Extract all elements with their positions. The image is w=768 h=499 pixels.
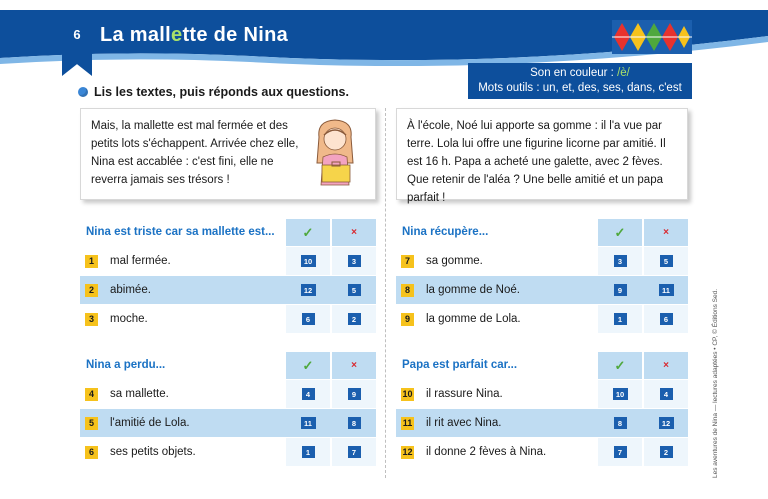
false-code: 2 xyxy=(660,446,673,458)
answer-label: abimée. xyxy=(110,284,151,296)
answer-label: sa gomme. xyxy=(426,255,483,267)
section-header xyxy=(80,219,376,246)
false-code: 4 xyxy=(660,388,673,400)
section-title: Nina a perdu... xyxy=(86,359,166,371)
true-column-header xyxy=(598,219,642,246)
section-header xyxy=(396,352,688,379)
sound-label: Son en couleur : xyxy=(530,67,618,79)
answer-number: 12 xyxy=(402,447,413,457)
false-code-cell[interactable] xyxy=(644,438,688,466)
section-header xyxy=(80,352,376,379)
true-code: 10 xyxy=(301,255,316,267)
cross-icon: × xyxy=(663,360,669,371)
question-section-1 xyxy=(80,219,376,333)
answer-label: la gomme de Lola. xyxy=(426,313,521,325)
false-code-cell[interactable] xyxy=(644,276,688,304)
answer-row xyxy=(396,438,688,466)
true-code-cell[interactable] xyxy=(598,247,642,275)
false-code: 12 xyxy=(659,417,674,429)
question-section-2 xyxy=(396,219,688,333)
answer-label: ses petits objets. xyxy=(110,446,196,458)
answer-label: mal fermée. xyxy=(110,255,171,267)
answer-number: 7 xyxy=(401,255,414,268)
false-code: 5 xyxy=(348,284,361,296)
true-code-cell[interactable] xyxy=(286,305,330,333)
section-title: Nina est triste car sa mallette est... xyxy=(86,226,275,238)
answer-row xyxy=(80,276,376,304)
false-column-header xyxy=(644,352,688,379)
title-part2: tte de Nina xyxy=(182,24,289,46)
story-text-right: À l'école, Noé lui apporte sa gomme : il l'a vue par terre. Lola lui offre une figurine licorne par amitié. Il est 16 h. Papa a acheté une galette, avec 2 fèves. Que retenir de l'aléa ? Une belle amitié et un papa parfait ! xyxy=(407,120,666,204)
answer-row xyxy=(396,276,688,304)
page-title xyxy=(100,24,288,47)
copyright-credit: Les aventures de Nina — lectures adaptées • CP, © Éditions Sed. xyxy=(712,288,719,478)
true-code-cell[interactable] xyxy=(286,438,330,466)
false-code-cell[interactable] xyxy=(332,409,376,437)
true-code: 4 xyxy=(302,388,315,400)
false-code-cell[interactable] xyxy=(332,380,376,408)
answer-row xyxy=(80,438,376,466)
answer-label: l'amitié de Lola. xyxy=(110,417,190,429)
sound-value: /è/ xyxy=(617,67,630,79)
answer-number: 2 xyxy=(85,284,98,297)
answer-label: il rit avec Nina. xyxy=(426,417,502,429)
false-code-cell[interactable] xyxy=(644,305,688,333)
true-code-cell[interactable] xyxy=(598,305,642,333)
answer-number: 9 xyxy=(401,313,414,326)
false-code-cell[interactable] xyxy=(332,305,376,333)
story-text-left: Mais, la mallette est mal fermée et des petits lots s'échappent. Arrivée chez elle, Nina est accablée : c'est fini, elle ne reverra jamais ses trésors ! xyxy=(91,120,299,186)
column-divider xyxy=(385,108,386,478)
answer-label: sa mallette. xyxy=(110,388,169,400)
true-code: 8 xyxy=(614,417,627,429)
false-column-header xyxy=(332,219,376,246)
answer-number: 3 xyxy=(85,313,98,326)
cross-icon: × xyxy=(351,360,357,371)
tool-words-line: Mots outils : un, et, des, ses, dans, c'est xyxy=(478,82,682,94)
true-code: 6 xyxy=(302,313,315,325)
sound-line xyxy=(468,66,692,81)
false-code-cell[interactable] xyxy=(332,438,376,466)
answer-number: 11 xyxy=(402,418,413,428)
true-code: 12 xyxy=(301,284,316,296)
page-number: 6 xyxy=(73,27,81,42)
answer-row xyxy=(396,305,688,333)
check-icon: ✓ xyxy=(302,357,314,373)
true-column-header xyxy=(286,352,330,379)
cross-icon: × xyxy=(663,227,669,238)
true-code-cell[interactable] xyxy=(286,247,330,275)
answer-label: il donne 2 fèves à Nina. xyxy=(426,446,547,458)
false-code-cell[interactable] xyxy=(644,380,688,408)
answer-number: 5 xyxy=(85,417,98,430)
instruction-text: Lis les textes, puis réponds aux questions. xyxy=(94,85,349,99)
instruction xyxy=(78,85,349,99)
answer-number: 8 xyxy=(401,284,414,297)
false-column-header xyxy=(332,352,376,379)
answer-number: 6 xyxy=(85,446,98,459)
sound-info-box xyxy=(468,63,692,99)
answer-label: il rassure Nina. xyxy=(426,388,503,400)
false-code: 3 xyxy=(348,255,361,267)
false-code: 5 xyxy=(660,255,673,267)
false-code: 11 xyxy=(659,284,674,296)
section-header xyxy=(396,219,688,246)
answer-row xyxy=(80,247,376,275)
answer-label: la gomme de Noé. xyxy=(426,284,520,296)
check-icon: ✓ xyxy=(614,357,626,373)
answer-number: 4 xyxy=(85,388,98,401)
page-number-tab xyxy=(62,10,92,76)
section-title: Papa est parfait car... xyxy=(402,359,518,371)
answer-label: moche. xyxy=(110,313,148,325)
title-highlight: e xyxy=(171,24,183,46)
cross-icon: × xyxy=(351,227,357,238)
answer-number: 10 xyxy=(402,389,413,399)
true-code: 11 xyxy=(301,417,316,429)
true-code-cell[interactable] xyxy=(598,276,642,304)
false-code-cell[interactable] xyxy=(332,276,376,304)
bullet-icon xyxy=(78,87,88,97)
question-section-4 xyxy=(396,352,688,466)
answer-row xyxy=(80,305,376,333)
false-code: 9 xyxy=(348,388,361,400)
answer-row xyxy=(396,380,688,408)
true-code-cell[interactable] xyxy=(286,409,330,437)
answer-row xyxy=(396,409,688,437)
false-column-header xyxy=(644,219,688,246)
true-code: 7 xyxy=(614,446,627,458)
answer-row xyxy=(80,380,376,408)
true-code-cell[interactable] xyxy=(598,438,642,466)
true-code: 10 xyxy=(613,388,628,400)
true-code: 1 xyxy=(302,446,315,458)
true-column-header xyxy=(598,352,642,379)
true-code: 9 xyxy=(614,284,627,296)
true-code-cell[interactable] xyxy=(286,380,330,408)
question-section-3 xyxy=(80,352,376,466)
true-code-cell[interactable] xyxy=(598,409,642,437)
false-code: 2 xyxy=(348,313,361,325)
section-title: Nina récupère... xyxy=(402,226,489,238)
false-code: 8 xyxy=(348,417,361,429)
title-part1: La mall xyxy=(100,24,172,46)
true-code-cell[interactable] xyxy=(286,276,330,304)
decorative-pattern-icon xyxy=(612,20,692,54)
story-box-right xyxy=(396,108,688,204)
story-box-left xyxy=(80,108,376,200)
false-code: 6 xyxy=(660,313,673,325)
false-code-cell[interactable] xyxy=(644,247,688,275)
true-code: 1 xyxy=(614,313,627,325)
false-code: 7 xyxy=(348,446,361,458)
girl-with-case-icon xyxy=(305,115,365,195)
false-code-cell[interactable] xyxy=(644,409,688,437)
answer-row xyxy=(80,409,376,437)
true-column-header xyxy=(286,219,330,246)
check-icon: ✓ xyxy=(302,224,314,240)
true-code-cell[interactable] xyxy=(598,380,642,408)
false-code-cell[interactable] xyxy=(332,247,376,275)
answer-number: 1 xyxy=(85,255,98,268)
true-code: 3 xyxy=(614,255,627,267)
check-icon: ✓ xyxy=(614,224,626,240)
answer-row xyxy=(396,247,688,275)
